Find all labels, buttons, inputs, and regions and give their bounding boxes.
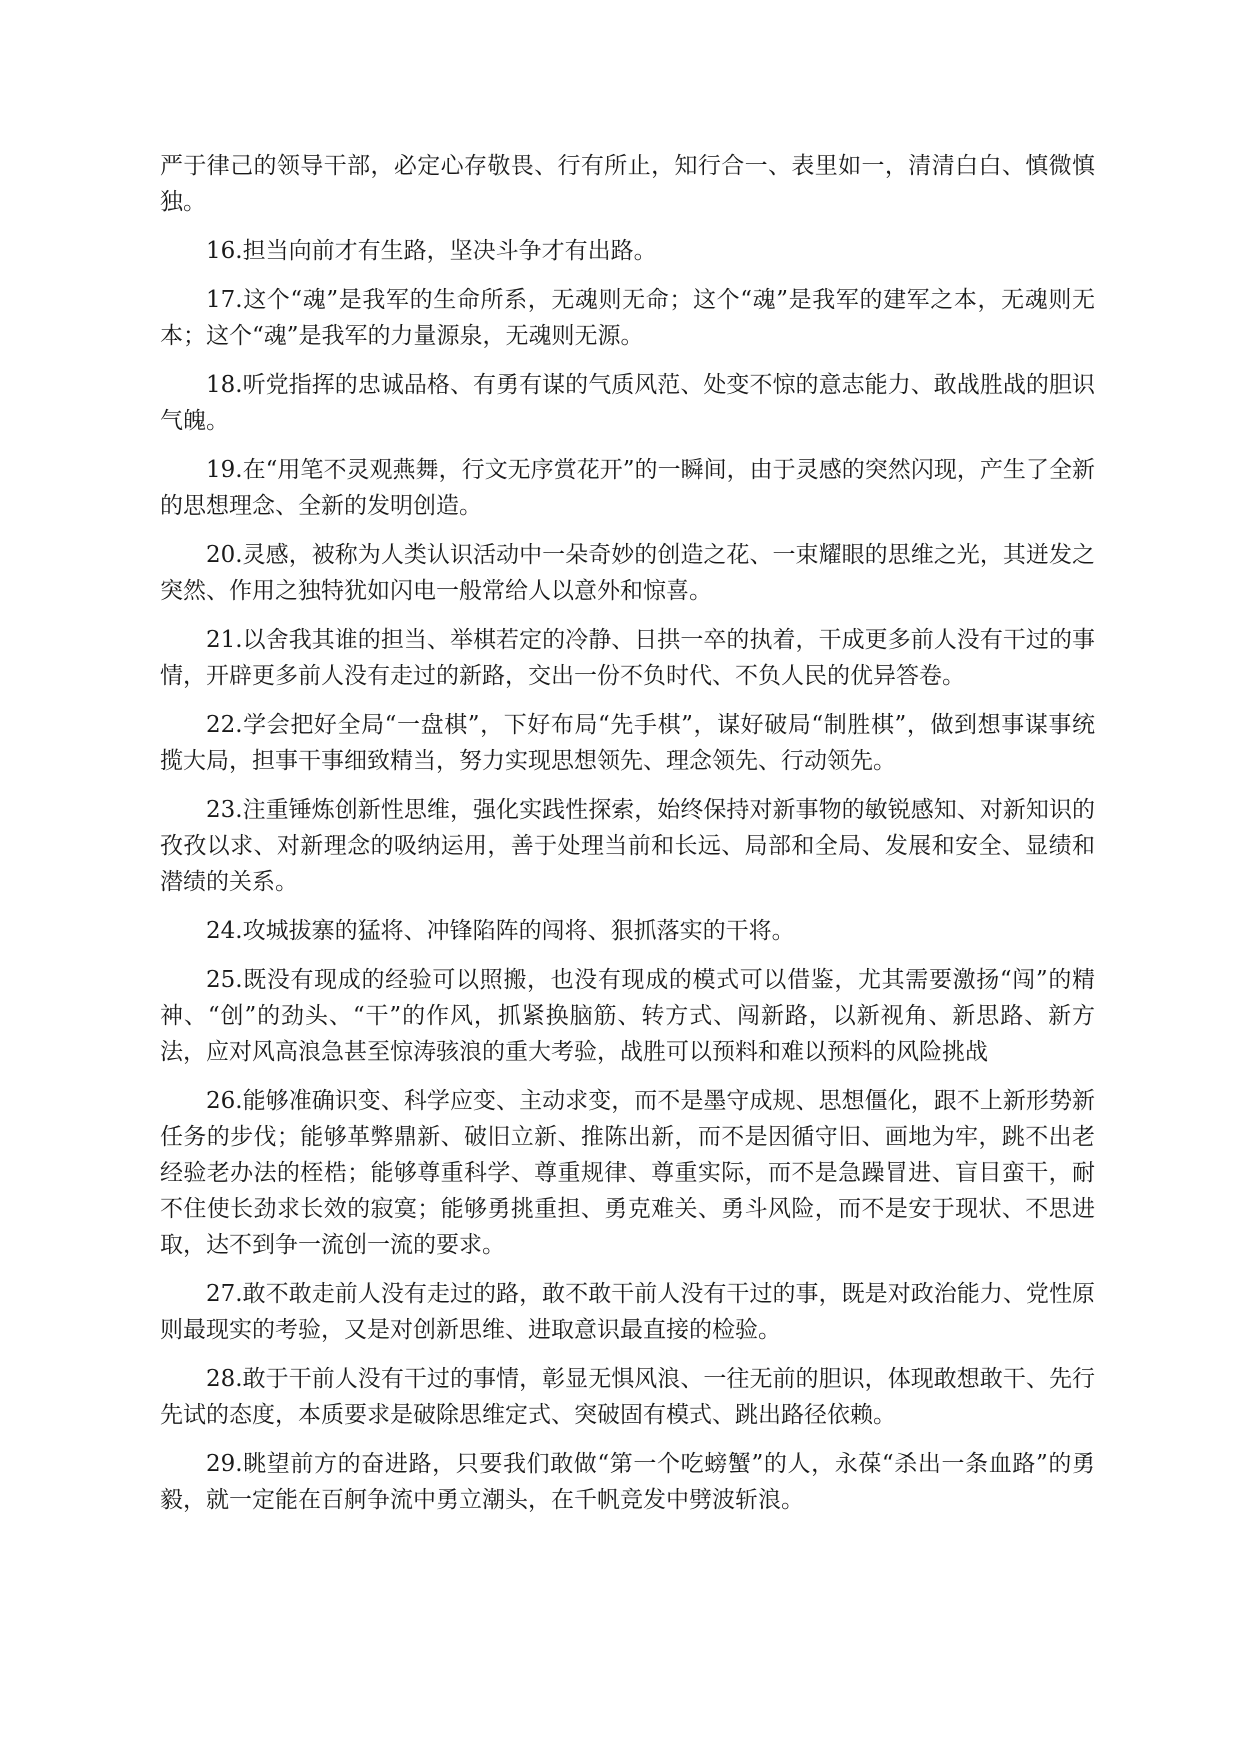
paragraph-item-19: 19.在“用笔不灵观燕舞，行文无序赏花开”的一瞬间，由于灵感的突然闪现，产生了全新的思想理念、全新的发明创造。 (160, 457, 1095, 519)
paragraph-item-21: 21.以舍我其谁的担当、举棋若定的冷静、日拱一卒的执着，干成更多前人没有干过的事情，开辟更多前人没有走过的新路，交出一份不负时代、不负人民的优异答卷。 (160, 627, 1095, 689)
paragraph-item-24: 24.攻城拔寨的猛将、冲锋陷阵的闯将、狠抓落实的干将。 (206, 918, 795, 944)
document-page (160, 148, 1095, 1531)
paragraph-item-20: 20.灵感，被称为人类认识活动中一朵奇妙的创造之花、一束耀眼的思维之光，其迸发之突然、作用之独特犹如闪电一般常给人以意外和惊喜。 (160, 542, 1095, 604)
paragraph-item-18: 18.听党指挥的忠诚品格、有勇有谋的气质风范、处变不惊的意志能力、敢战胜战的胆识气魄。 (160, 372, 1095, 434)
paragraph-item-16: 16.担当向前才有生路，坚决斗争才有出路。 (206, 238, 657, 264)
paragraph-item-25: 25.既没有现成的经验可以照搬，也没有现成的模式可以借鉴，尤其需要激扬“闯”的精神、“创”的劲头、“干”的作风，抓紧换脑筋、转方式、闯新路，以新视角、新思路、新方法，应对风高浪急甚至惊涛骇浪的重大考验，战胜可以预料和难以预料的风险挑战 (160, 967, 1095, 1065)
paragraph-item-26: 26.能够准确识变、科学应变、主动求变，而不是墨守成规、思想僵化，跟不上新形势新任务的步伐；能够革弊鼎新、破旧立新、推陈出新，而不是因循守旧、画地为牢，跳不出老经验老办法的桎梏；能够尊重科学、尊重规律、尊重实际，而不是急躁冒进、盲目蛮干，耐不住使长劲求长效的寂寞；能够勇挑重担、勇克难关、勇斗风险，而不是安于现状、不思进取，达不到争一流创一流的要求。 (160, 1088, 1095, 1258)
paragraph-item-22: 22.学会把好全局“一盘棋”，下好布局“先手棋”，谋好破局“制胜棋”，做到想事谋事统揽大局，担事干事细致精当，努力实现思想领先、理念领先、行动领先。 (160, 712, 1095, 774)
paragraph-item-23: 23.注重锤炼创新性思维，强化实践性探索，始终保持对新事物的敏锐感知、对新知识的孜孜以求、对新理念的吸纳运用，善于处理当前和长远、局部和全局、发展和安全、显绩和潜绩的关系。 (160, 797, 1095, 895)
paragraph-item-17: 17.这个“魂”是我军的生命所系，无魂则无命；这个“魂”是我军的建军之本，无魂则无本；这个“魂”是我军的力量源泉，无魂则无源。 (160, 287, 1095, 349)
paragraph-item-27: 27.敢不敢走前人没有走过的路，敢不敢干前人没有干过的事，既是对政治能力、党性原则最现实的考验，又是对创新思维、进取意识最直接的检验。 (160, 1281, 1095, 1343)
paragraph-continuation: 严于律己的领导干部，必定心存敬畏、行有所止，知行合一、表里如一，清清白白、慎微慎独。 (160, 153, 1095, 215)
paragraph-item-29: 29.眺望前方的奋进路，只要我们敢做“第一个吃螃蟹”的人，永葆“杀出一条血路”的勇毅，就一定能在百舸争流中勇立潮头，在千帆竞发中劈波斩浪。 (160, 1451, 1095, 1513)
paragraph-item-28: 28.敢于干前人没有干过的事情，彰显无惧风浪、一往无前的胆识，体现敢想敢干、先行先试的态度，本质要求是破除思维定式、突破固有模式、跳出路径依赖。 (160, 1366, 1095, 1428)
